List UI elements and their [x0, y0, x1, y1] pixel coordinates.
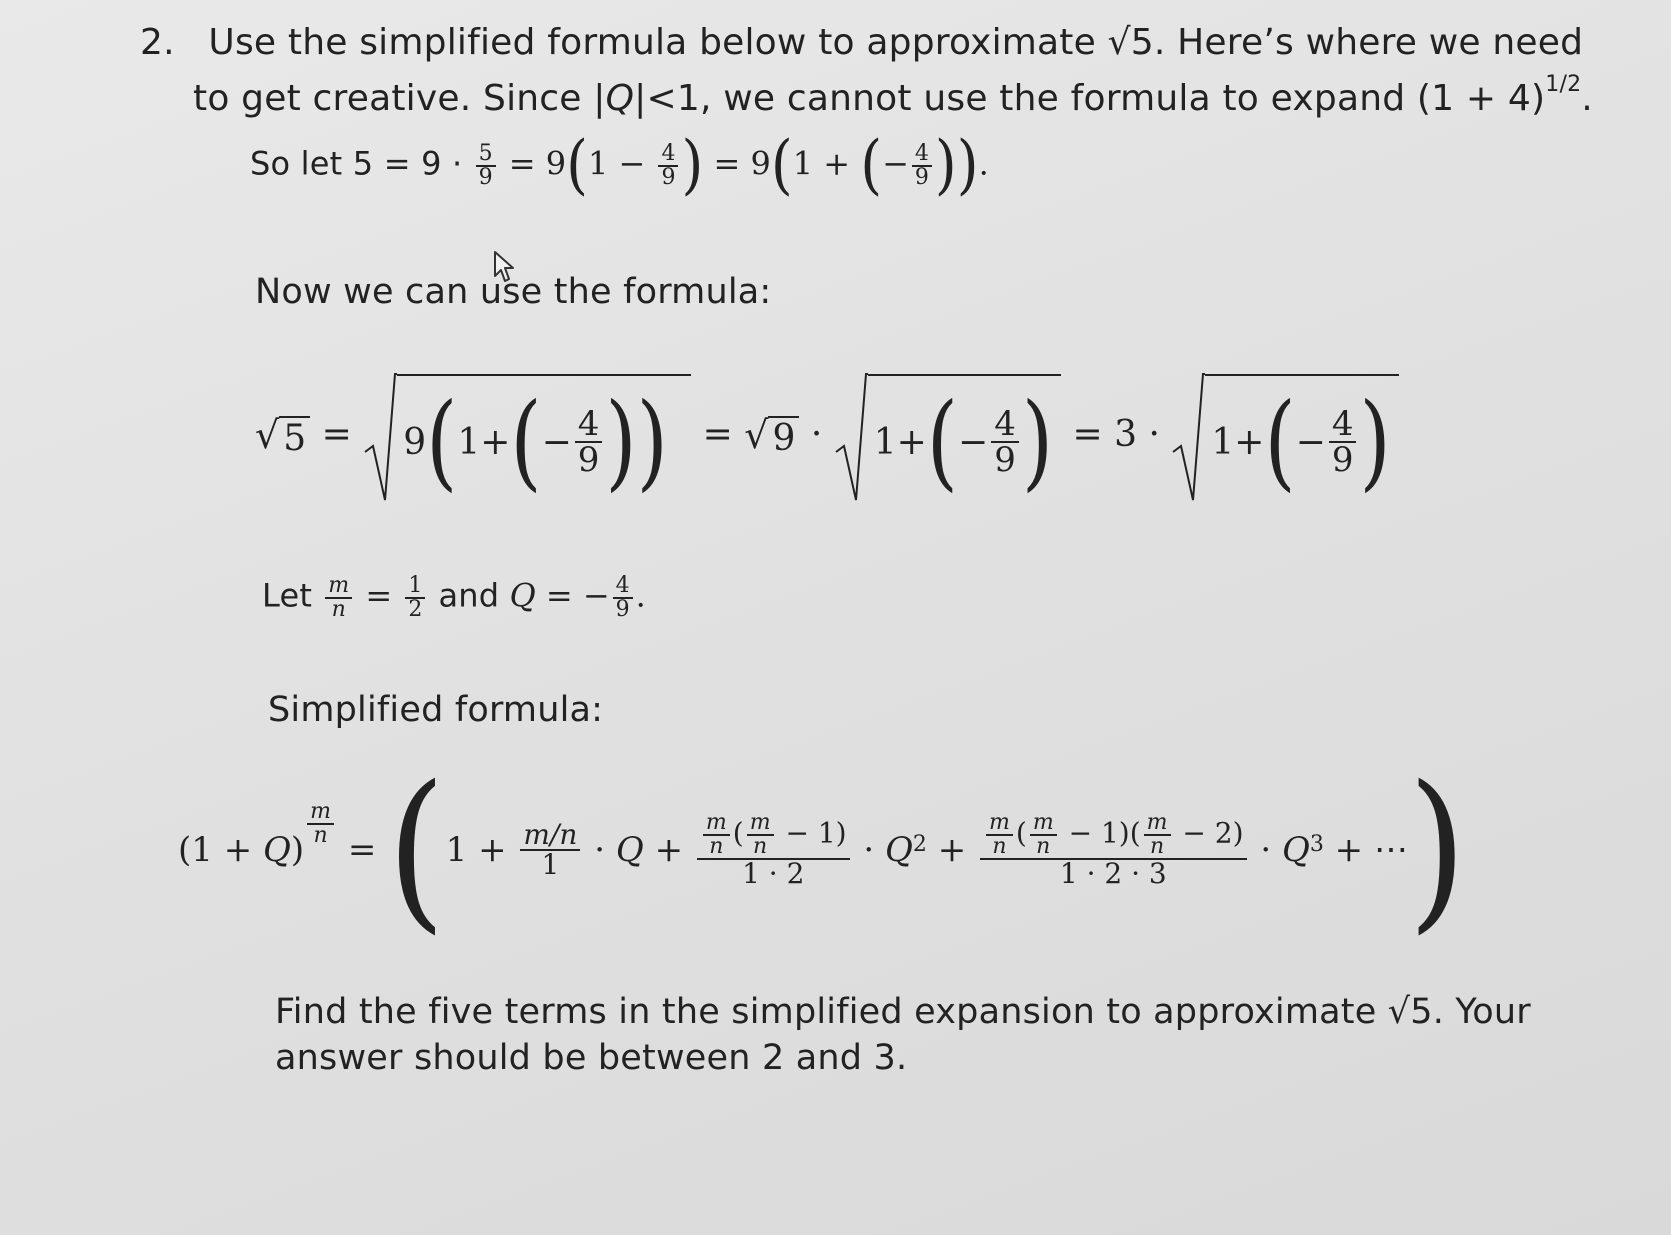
line2-text-a: to get creative. Since |	[193, 78, 606, 119]
fraction-m-n: $\frac{m}{n}$	[325, 575, 352, 621]
sqrt-9: √ 9	[744, 416, 799, 459]
big-radical-2: 1 + ( − $\frac{4}{9}$ )	[834, 372, 1061, 502]
find-line-1: Find the five terms in the simplified expansion to approximate √5. Your	[275, 992, 1531, 1032]
find-line-2: answer should be between 2 and 3.	[275, 1038, 908, 1078]
fraction-4-9: $\frac{4}{9}$	[912, 143, 932, 189]
left-big-paren: (	[387, 749, 446, 951]
problem-line-1	[140, 22, 1583, 63]
big-radical-1: 9 ( 1 + ( − $\frac{4}{9}$ ) )	[363, 372, 691, 502]
now-text: Now we can use the formula:	[255, 272, 772, 312]
term-2-fraction: $\frac{m}{n}$ ( $\frac{m}{n}$ − 1) 1 · 2	[697, 812, 850, 888]
binomial-formula: ( 1 + Q ) $\frac{m}{n}$ = ( 1 + $\frac{m/n}{1}$ · Q + $\frac{m}{n}$ ( $\frac{m}{n}$ − 1) 1 · 2 · Q $^2$ + $\frac{m}{n}$ ( $\frac{m}{n}$ − 1)( $\frac{m}{n}$ − 2) 1 · 2 · 3 · Q $^3$ + ⋯ )	[178, 749, 1467, 951]
fraction-4-9: $\frac{4}{9}$	[658, 143, 678, 189]
problem-line-2	[193, 72, 1593, 119]
line2-q: Q	[605, 78, 635, 119]
problem-text-1: Use the simplified formula below to approximate √5. Here’s where we need	[208, 22, 1584, 63]
line2-period: .	[1581, 78, 1593, 119]
fraction-5-9: $\frac{5}{9}$	[476, 143, 496, 189]
simplified-formula-label: Simplified formula:	[268, 690, 604, 730]
fraction-1-2: $\frac{1}{2}$	[405, 575, 425, 621]
so-let-equation: So let 5 = 9 · $\frac{5}{9}$ = 9(1 − $\frac{4}{9}$ ) = 9(1 + (− $\frac{4}{9}$ )).	[250, 128, 989, 203]
fraction-4-9: $\frac{4}{9}$	[613, 575, 633, 621]
so-let-text: So let 5 = 9 ·	[250, 144, 463, 183]
sqrt5-equation: √ 5 = 9 ( 1 + ( − $\frac{4}{9}$ ) ) = √ 9 · 1 + ( − $\frac{4}{9}$ ) = 3 · 1 + ( − $\frac{4}{9}$ )	[255, 372, 1399, 502]
big-radical-3: 1 + ( − $\frac{4}{9}$ )	[1171, 372, 1398, 502]
let-label: Let	[262, 576, 313, 615]
term-3-fraction: $\frac{m}{n}$ ( $\frac{m}{n}$ − 1)( $\frac{m}{n}$ − 2) 1 · 2 · 3	[980, 812, 1247, 888]
term-1-fraction: $\frac{m/n}{1}$	[520, 821, 580, 879]
and-text: and	[438, 576, 500, 615]
let-definitions: Let $\frac{m}{n}$ = $\frac{1}{2}$ and Q = − $\frac{4}{9}$ .	[262, 573, 646, 622]
line2-exponent: 1/2	[1545, 72, 1582, 97]
problem-number: 2.	[140, 22, 175, 63]
exponent-m-n: $\frac{m}{n}$	[307, 801, 334, 847]
sqrt-5: √ 5	[255, 416, 310, 459]
line2-text-b: |<1, we cannot use the formula to expand (1 + 4)	[634, 78, 1546, 119]
right-big-paren: )	[1407, 749, 1467, 951]
